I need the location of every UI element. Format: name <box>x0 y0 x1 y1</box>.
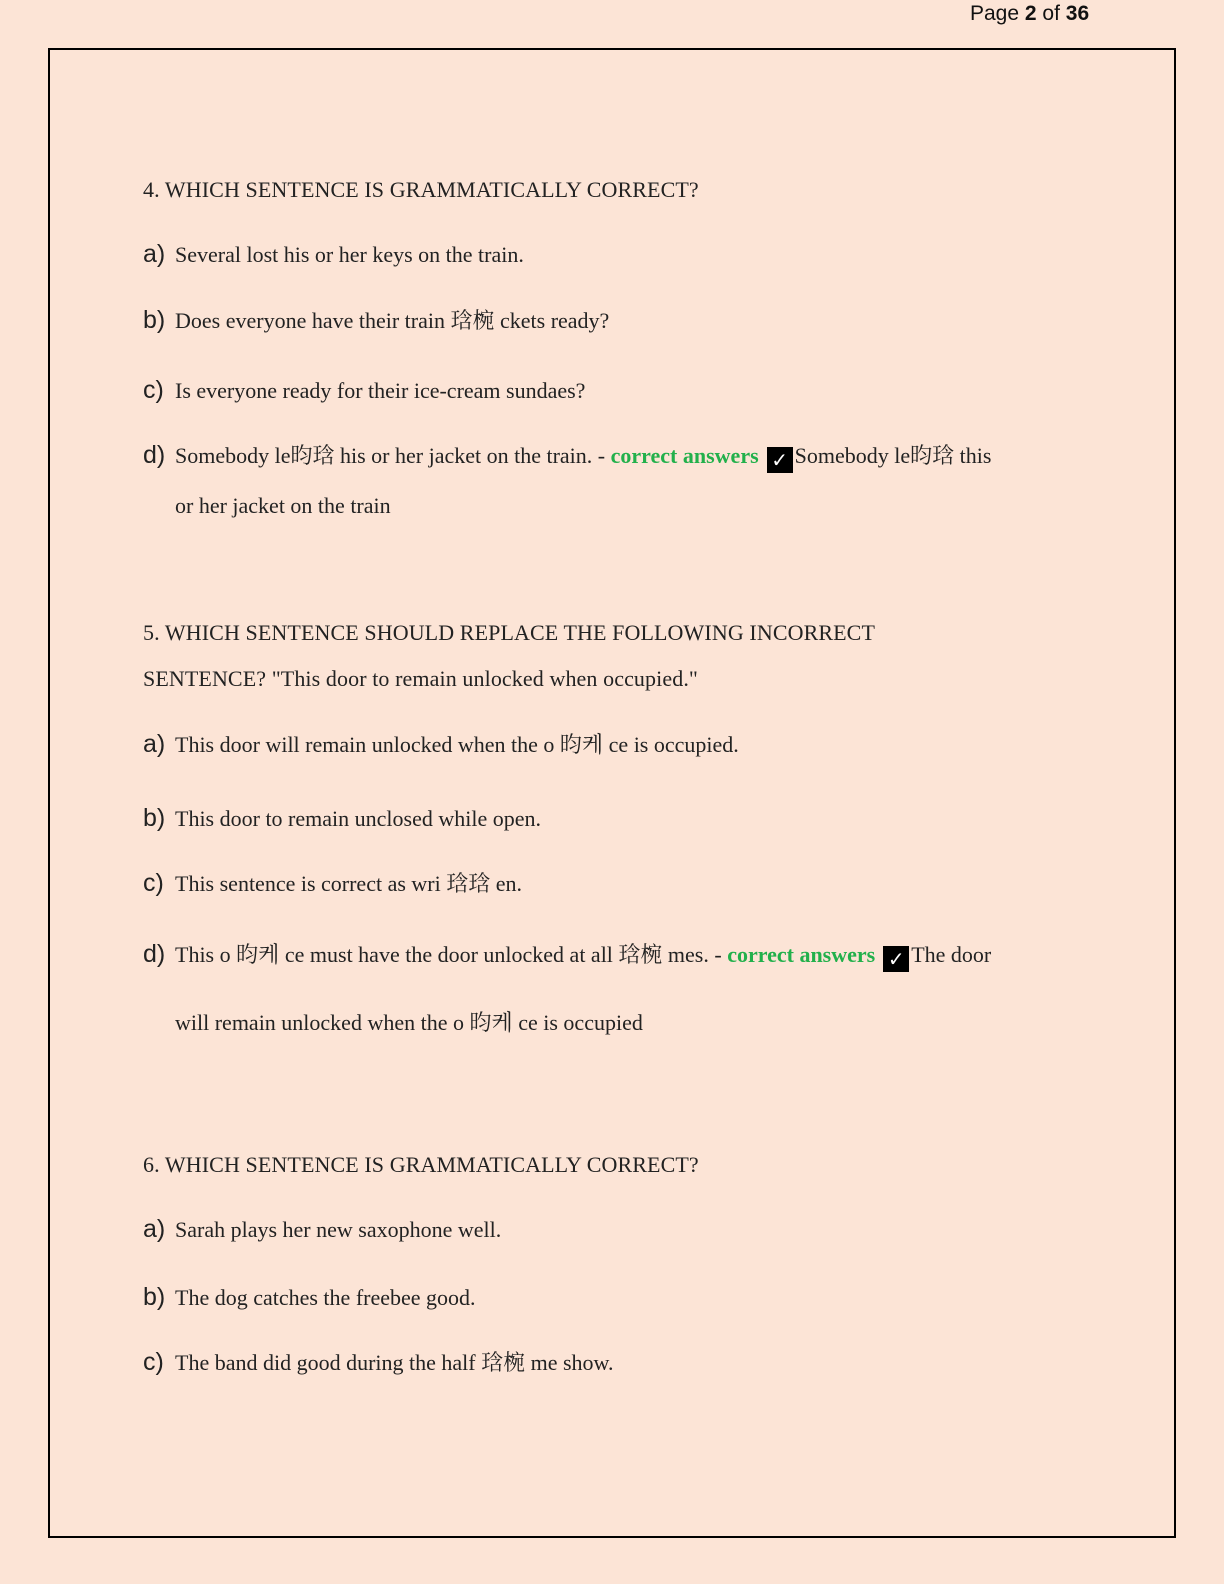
correct-answers-label: correct answers <box>610 443 759 468</box>
option-text: This door will remain unlocked when the o 昀케 ce is occupied. <box>175 732 739 757</box>
q4-option-c <box>143 376 1083 405</box>
option-text: Somebody le昀琀 his or her jacket on the train. - <box>175 443 611 468</box>
question-5-title-line1: 5. WHICH SENTENCE SHOULD REPLACE THE FOLLOWING INCORRECT <box>143 620 875 645</box>
option-text-line <box>175 442 1083 473</box>
page-total: 36 <box>1065 2 1090 25</box>
option-letter: b) <box>143 1283 166 1311</box>
checkmark-icon: ✓ <box>883 946 909 972</box>
option-letter: c) <box>143 1348 164 1376</box>
q4-option-a <box>143 240 1083 269</box>
option-letter: c) <box>143 376 164 404</box>
option-letter: c) <box>143 869 164 897</box>
option-text: Does everyone have their train 琀椀 ckets ready? <box>175 308 610 333</box>
page-frame <box>48 48 1176 1538</box>
q5-option-a <box>143 730 1083 759</box>
q6-option-c <box>143 1348 1083 1377</box>
q5-answer-continuation: will remain unlocked when the o 昀케 ce is occupied <box>175 1010 643 1035</box>
question-4-title: 4. WHICH SENTENCE IS GRAMMATICALLY CORRECT? <box>143 177 699 202</box>
option-letter: a) <box>143 730 166 758</box>
option-letter: b) <box>143 804 166 832</box>
option-text: Sarah plays her new saxophone well. <box>175 1217 502 1242</box>
option-text: The band did good during the half 琀椀 me show. <box>175 1350 614 1375</box>
option-text: Several lost his or her keys on the train. <box>175 242 524 267</box>
q4-option-b <box>143 306 1083 335</box>
question-5-title-line2: SENTENCE? "This door to remain unlocked when occupied." <box>143 666 698 691</box>
correct-answers-label: correct answers <box>727 942 876 967</box>
checkmark-icon: ✓ <box>767 447 793 473</box>
q4-option-d <box>143 441 1083 473</box>
q4-answer-continuation: or her jacket on the train <box>175 493 391 518</box>
answer-text: Somebody le昀琀 this <box>794 443 992 468</box>
page-prefix: Page <box>970 2 1025 25</box>
q5-option-c <box>143 869 1083 898</box>
q6-option-a <box>143 1215 1083 1244</box>
option-text: The dog catches the freebee good. <box>175 1285 476 1310</box>
option-text: This sentence is correct as wri 琀琀 en. <box>175 871 522 896</box>
option-text: This door to remain unclosed while open. <box>175 806 541 831</box>
option-letter: d) <box>143 441 166 469</box>
option-letter: d) <box>143 940 166 968</box>
question-6-title: 6. WHICH SENTENCE IS GRAMMATICALLY CORRECT? <box>143 1152 699 1177</box>
option-text: Is everyone ready for their ice-cream sundaes? <box>175 378 586 403</box>
option-text: This o 昀케 ce must have the door unlocked at all 琀椀 mes. - <box>175 942 728 967</box>
page-number <box>970 2 1089 26</box>
option-text-line <box>175 941 1083 972</box>
option-letter: b) <box>143 306 166 334</box>
option-letter: a) <box>143 1215 166 1243</box>
answer-text: The door <box>911 942 992 967</box>
q6-option-b <box>143 1283 1083 1312</box>
option-letter: a) <box>143 240 166 268</box>
page-current: 2 <box>1024 2 1037 25</box>
page-of: of <box>1036 2 1066 25</box>
q5-option-b <box>143 804 1083 833</box>
q5-option-d <box>143 940 1083 972</box>
